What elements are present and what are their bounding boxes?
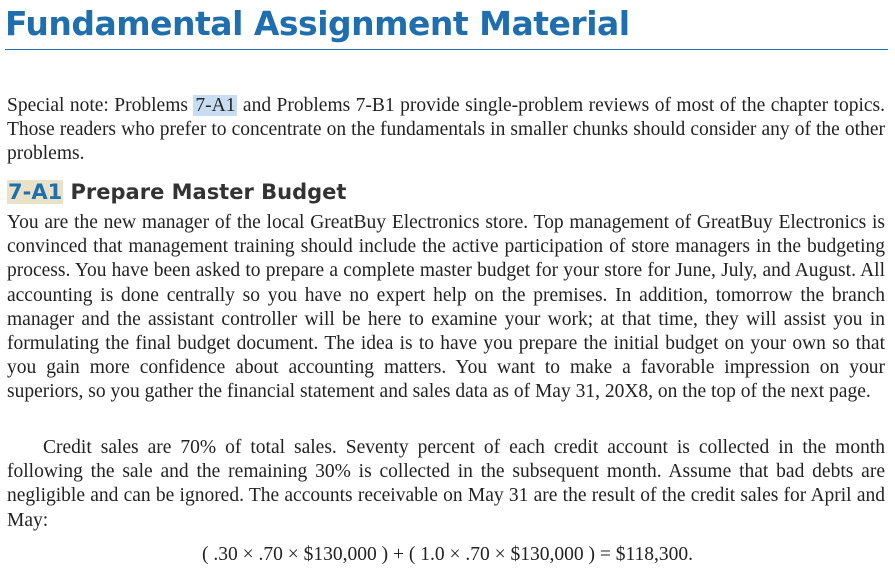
problem-paragraph-1: You are the new manager of the local GreatBuy Electronics store. Top management of GreatBuy Electronics is convinced that management training should include the active participation of store managers in the budgeting process. You have been asked to prepare a complete master budget for your store for June, July, and August. All accounting is done centrally so you have no expert help on the premises. In addition, tomorrow the branch manager and the assistant controller will be here to examine your work; at that time, they will assist you in formulating the final budget document. The idea is to have you prepare the initial budget on your own so that you gain more confidence about accounting matters. You want to make a favorable impression on your superiors, so you gather the financial statement and sales data as of May 31, 20X8, on the top of the next page.: [7, 212, 885, 403]
section-title: Fundamental Assignment Material: [5, 4, 630, 43]
problem-heading: [7, 180, 346, 204]
special-note-suffix: and Problems 7-B1 provide single-problem reviews of most of the chapter topics. Those readers who prefer to concentrate on the fundamentals in smaller chunks should consider any of the other problems.: [7, 95, 885, 165]
special-note-prefix: Special note: Problems: [7, 95, 194, 116]
problem-number: 7-A1: [8, 180, 63, 204]
receivables-formula: ( .30 × .70 × $130,000 ) + ( 1.0 × .70 × $130,000 ) = $118,300.: [202, 544, 693, 565]
title-underline: [5, 49, 888, 50]
highlighted-problem-ref: 7-A1: [195, 95, 236, 116]
problem-title: Prepare Master Budget: [70, 180, 347, 204]
special-note: [7, 94, 885, 167]
problem-paragraph-2: Credit sales are 70% of total sales. Seventy percent of each credit account is collected in the month following the sale and the remaining 30% is collected in the subsequent month. Assume that bad debts are negligible and can be ignored. The accounts receivable on May 31 are the result of the credit sales for April and May:: [7, 437, 885, 531]
